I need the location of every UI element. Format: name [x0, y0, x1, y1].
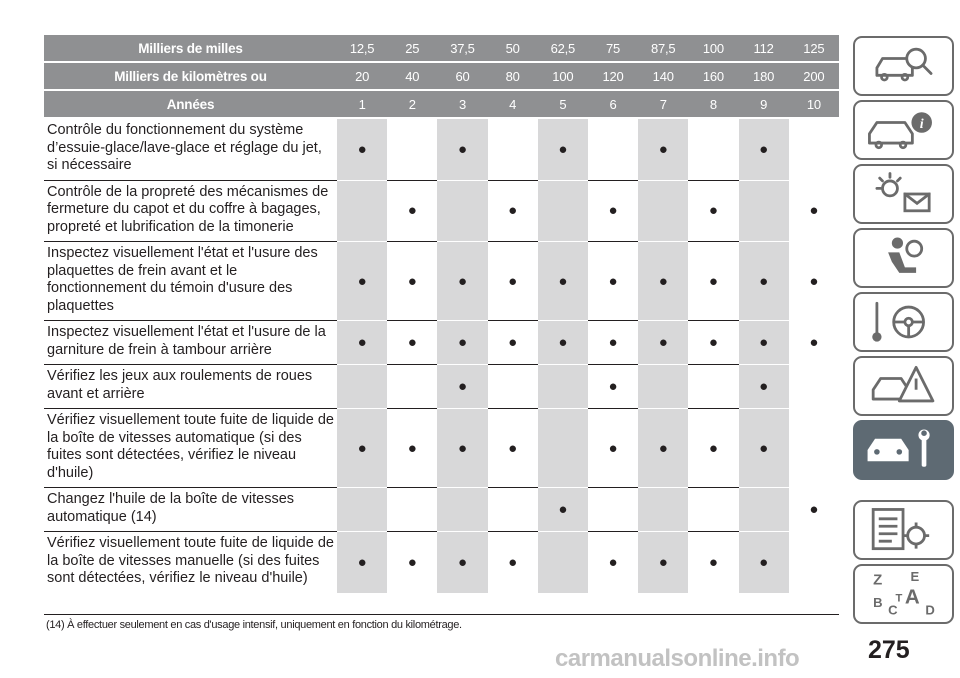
table-row: [44, 365, 839, 409]
empty-cell: [538, 365, 588, 409]
description-line: propreté et lubrification de la timonerie: [47, 218, 294, 235]
service-mark-cell: [488, 242, 538, 321]
km-header-value: 20: [337, 62, 387, 90]
years-header-value: 1: [337, 90, 387, 118]
description-line: garniture de frein à tambour arrière: [47, 341, 272, 358]
service-dot-icon: ●: [759, 378, 769, 395]
empty-cell: [638, 180, 688, 242]
svg-text:A: A: [904, 585, 920, 609]
table-row: [44, 488, 839, 532]
service-mark-cell: [437, 365, 487, 409]
service-mark-cell: [538, 321, 588, 365]
service-dot-icon: ●: [608, 378, 618, 395]
service-mark-cell: [488, 409, 538, 488]
service-mark-cell: [739, 321, 789, 365]
car-wrench-icon: [855, 422, 952, 478]
steering-wheel-key-icon: [855, 294, 952, 350]
airbag-seat-icon: [855, 230, 952, 286]
service-dot-icon: ●: [357, 140, 367, 158]
service-dot-icon: ●: [508, 272, 518, 290]
service-mark-cell: [739, 118, 789, 180]
km-header-value: 120: [588, 62, 638, 90]
alphabetical-index-icon: [855, 566, 952, 622]
service-mark-cell: [387, 180, 437, 242]
service-mark-cell: [387, 532, 437, 593]
service-dot-icon: ●: [407, 553, 417, 571]
svg-text:T: T: [895, 592, 903, 605]
km-header-value: 160: [688, 62, 738, 90]
years-header-value: 3: [437, 90, 487, 118]
service-dot-icon: ●: [708, 202, 718, 220]
empty-cell: [588, 488, 638, 532]
service-mark-cell: [488, 532, 538, 593]
service-dot-icon: ●: [457, 334, 467, 351]
service-mark-cell: [739, 532, 789, 593]
service-dot-icon: ●: [608, 439, 618, 457]
service-mark-cell: [739, 242, 789, 321]
service-mark-cell: [488, 180, 538, 242]
footnote: (14) À effectuer seulement en cas d'usage intensif, uniquement en fonction du kilométrage.: [46, 619, 462, 631]
service-dot-icon: ●: [708, 553, 718, 571]
svg-text:B: B: [873, 595, 883, 611]
service-dot-icon: ●: [809, 272, 819, 290]
service-dot-icon: ●: [357, 334, 367, 351]
chapter-tab-starting-driving[interactable]: [853, 292, 954, 352]
description-line: Vérifiez visuellement toute fuite de liquide de: [47, 535, 334, 551]
empty-cell: [387, 488, 437, 532]
service-dot-icon: ●: [357, 272, 367, 290]
service-dot-icon: ●: [558, 501, 568, 518]
maintenance-item-description: [44, 488, 337, 532]
empty-cell: [488, 365, 538, 409]
footnote-divider: [44, 614, 839, 615]
svg-text:D: D: [925, 602, 935, 618]
service-dot-icon: ●: [508, 439, 518, 457]
km-header-value: 200: [789, 62, 839, 90]
service-mark-cell: [638, 118, 688, 180]
service-dot-icon: ●: [457, 140, 467, 158]
service-mark-cell: [538, 488, 588, 532]
service-dot-icon: ●: [357, 553, 367, 571]
service-dot-icon: ●: [407, 202, 417, 220]
empty-cell: [789, 409, 839, 488]
service-dot-icon: ●: [809, 202, 819, 220]
km-header-value: 140: [638, 62, 688, 90]
maintenance-item-description: [44, 409, 337, 488]
empty-cell: [588, 118, 638, 180]
miles-header-value: 87,5: [638, 35, 688, 62]
chapter-tab-warning-lights[interactable]: [853, 164, 954, 224]
service-dot-icon: ●: [658, 553, 668, 571]
service-mark-cell: [488, 321, 538, 365]
empty-cell: [789, 365, 839, 409]
service-mark-cell: [688, 242, 738, 321]
service-mark-cell: [437, 242, 487, 321]
watermark: carmanualsonline.info: [555, 645, 800, 672]
service-dot-icon: ●: [708, 334, 718, 351]
svg-text:Z: Z: [873, 571, 883, 589]
service-dot-icon: ●: [457, 378, 467, 395]
km-header-value: 40: [387, 62, 437, 90]
service-mark-cell: [387, 409, 437, 488]
service-dot-icon: ●: [608, 553, 618, 571]
empty-cell: [387, 118, 437, 180]
miles-header-value: 37,5: [437, 35, 487, 62]
service-dot-icon: ●: [809, 334, 819, 351]
km-header-label: Milliers de kilomètres ou: [44, 62, 337, 90]
description-line: automatique (14): [47, 508, 157, 525]
description-line: avant et arrière: [47, 385, 145, 402]
service-dot-icon: ●: [357, 439, 367, 457]
maintenance-schedule-table: [44, 35, 839, 593]
empty-cell: [437, 180, 487, 242]
years-header-value: 8: [688, 90, 738, 118]
empty-cell: [739, 180, 789, 242]
km-header-value: 60: [437, 62, 487, 90]
service-mark-cell: [638, 532, 688, 593]
miles-header-row: [44, 35, 839, 62]
years-header-value: 2: [387, 90, 437, 118]
service-dot-icon: ●: [508, 334, 518, 351]
km-header-value: 80: [488, 62, 538, 90]
maintenance-item-description: [44, 242, 337, 321]
service-dot-icon: ●: [457, 439, 467, 457]
chapter-tab-getting-to-know[interactable]: [853, 36, 954, 96]
empty-cell: [789, 532, 839, 593]
empty-cell: [739, 488, 789, 532]
empty-cell: [387, 365, 437, 409]
years-header-label: Années: [44, 90, 337, 118]
service-mark-cell: [789, 488, 839, 532]
miles-header-value: 75: [588, 35, 638, 62]
description-line: Vérifiez les jeux aux roulements de roues: [47, 368, 313, 384]
km-header-value: 180: [739, 62, 789, 90]
maintenance-item-description: [44, 321, 337, 365]
service-dot-icon: ●: [608, 272, 618, 290]
description-line: Contrôle de la propreté des mécanismes de: [47, 183, 329, 200]
description-line: la boîte de vitesses automatique (si des: [47, 429, 302, 446]
km-header-value: 100: [538, 62, 588, 90]
description-line: sont détectées, vérifiez le niveau d'huile): [47, 570, 308, 586]
service-dot-icon: ●: [407, 439, 417, 457]
service-mark-cell: [688, 321, 738, 365]
empty-cell: [337, 488, 387, 532]
service-dot-icon: ●: [508, 553, 518, 571]
service-mark-cell: [337, 321, 387, 365]
service-mark-cell: [789, 242, 839, 321]
service-mark-cell: [588, 532, 638, 593]
table-row: [44, 409, 839, 488]
service-mark-cell: [437, 321, 487, 365]
table-row: [44, 532, 839, 593]
table-row: [44, 180, 839, 242]
service-dot-icon: ●: [658, 272, 668, 290]
service-mark-cell: [337, 118, 387, 180]
chapter-tab-servicing-maintenance[interactable]: [853, 420, 954, 480]
service-mark-cell: [588, 365, 638, 409]
empty-cell: [688, 118, 738, 180]
years-header-row: [44, 90, 839, 118]
service-dot-icon: ●: [558, 272, 568, 290]
miles-header-value: 100: [688, 35, 738, 62]
service-dot-icon: ●: [759, 140, 769, 158]
description-line: fonctionnement du témoin d'usure des: [47, 280, 293, 296]
service-mark-cell: [437, 409, 487, 488]
years-header-value: 5: [538, 90, 588, 118]
service-mark-cell: [588, 321, 638, 365]
service-mark-cell: [688, 409, 738, 488]
service-mark-cell: [638, 321, 688, 365]
miles-header-value: 50: [488, 35, 538, 62]
service-mark-cell: [538, 242, 588, 321]
description-line: Vérifiez visuellement toute fuite de liquide de: [47, 412, 334, 428]
service-mark-cell: [789, 180, 839, 242]
empty-cell: [638, 365, 688, 409]
table-row: [44, 321, 839, 365]
description-line: Inspectez visuellement l'état et l'usure de la: [47, 324, 326, 340]
description-line: Inspectez visuellement l'état et l'usure des: [47, 245, 318, 261]
service-dot-icon: ●: [759, 553, 769, 571]
years-header-value: 6: [588, 90, 638, 118]
svg-text:i: i: [919, 117, 924, 133]
chapter-tab-technical-specifications[interactable]: [853, 500, 954, 560]
service-dot-icon: ●: [558, 140, 568, 158]
service-dot-icon: ●: [708, 272, 718, 290]
service-mark-cell: [688, 532, 738, 593]
service-mark-cell: [638, 242, 688, 321]
page-number: 275: [868, 636, 910, 664]
service-mark-cell: [588, 409, 638, 488]
service-dot-icon: ●: [407, 334, 417, 351]
years-header-value: 7: [638, 90, 688, 118]
empty-cell: [337, 180, 387, 242]
miles-header-label: Milliers de milles: [44, 35, 337, 62]
service-mark-cell: [789, 321, 839, 365]
empty-cell: [437, 488, 487, 532]
service-dot-icon: ●: [708, 439, 718, 457]
svg-text:C: C: [888, 602, 898, 618]
specifications-gear-icon: [855, 502, 952, 558]
empty-cell: [638, 488, 688, 532]
service-mark-cell: [337, 532, 387, 593]
service-mark-cell: [437, 118, 487, 180]
miles-header-value: 62,5: [538, 35, 588, 62]
maintenance-item-description: [44, 365, 337, 409]
service-mark-cell: [337, 409, 387, 488]
service-mark-cell: [638, 409, 688, 488]
empty-cell: [688, 488, 738, 532]
years-header-value: 4: [488, 90, 538, 118]
service-mark-cell: [739, 409, 789, 488]
car-breakdown-triangle-icon: [855, 358, 952, 414]
empty-cell: [538, 409, 588, 488]
service-dot-icon: ●: [759, 272, 769, 290]
service-mark-cell: [387, 242, 437, 321]
maintenance-item-description: [44, 118, 337, 180]
empty-cell: [538, 532, 588, 593]
description-line: plaquettes de frein avant et le: [47, 262, 238, 279]
service-dot-icon: ●: [457, 553, 467, 571]
service-dot-icon: ●: [457, 272, 467, 290]
table-body: [44, 118, 839, 593]
service-mark-cell: [588, 242, 638, 321]
description-line: d’essuie-glace/lave-glace et réglage du jet,: [47, 139, 322, 156]
service-mark-cell: [437, 532, 487, 593]
service-mark-cell: [588, 180, 638, 242]
service-dot-icon: ●: [658, 439, 668, 457]
empty-cell: [488, 488, 538, 532]
table-row: [44, 242, 839, 321]
empty-cell: [688, 365, 738, 409]
service-dot-icon: ●: [608, 334, 618, 351]
empty-cell: [488, 118, 538, 180]
maintenance-item-description: [44, 532, 337, 593]
service-mark-cell: [739, 365, 789, 409]
miles-header-value: 25: [387, 35, 437, 62]
description-line: si nécessaire: [47, 157, 132, 173]
description-line: fermeture du capot et du coffre à bagages,: [47, 201, 321, 217]
service-dot-icon: ●: [759, 439, 769, 457]
chapter-tab-emergency[interactable]: [853, 356, 954, 416]
svg-text:E: E: [910, 568, 920, 584]
description-line: la boîte de vitesses manuelle (si des fuites: [47, 552, 320, 569]
chapter-tab-instrument-panel[interactable]: [853, 100, 954, 160]
service-dot-icon: ●: [608, 202, 618, 220]
service-dot-icon: ●: [658, 140, 668, 158]
service-dot-icon: ●: [759, 334, 769, 351]
years-header-value: 9: [739, 90, 789, 118]
miles-header-value: 12,5: [337, 35, 387, 62]
service-dot-icon: ●: [658, 334, 668, 351]
miles-header-value: 112: [739, 35, 789, 62]
km-header-row: [44, 62, 839, 90]
empty-cell: [538, 180, 588, 242]
service-dot-icon: ●: [558, 334, 568, 351]
description-line: Contrôle du fonctionnement du système: [47, 122, 304, 138]
service-mark-cell: [688, 180, 738, 242]
description-line: Changez l'huile de la boîte de vitesses: [47, 491, 295, 507]
service-dot-icon: ●: [809, 501, 819, 518]
chapter-tab-index[interactable]: [853, 564, 954, 624]
table-row: [44, 118, 839, 180]
description-line: plaquettes: [47, 297, 114, 314]
maintenance-item-description: [44, 180, 337, 242]
table-header: [44, 35, 839, 118]
service-mark-cell: [337, 242, 387, 321]
empty-cell: [789, 118, 839, 180]
service-mark-cell: [387, 321, 437, 365]
empty-cell: [337, 365, 387, 409]
car-info-icon: [855, 102, 952, 158]
service-mark-cell: [538, 118, 588, 180]
service-dot-icon: ●: [508, 202, 518, 220]
car-search-icon: [855, 38, 952, 94]
years-header-value: 10: [789, 90, 839, 118]
description-line: d'huile): [47, 464, 94, 481]
service-dot-icon: ●: [407, 272, 417, 290]
chapter-tab-safety[interactable]: [853, 228, 954, 288]
warning-light-mail-icon: [855, 166, 952, 222]
miles-header-value: 125: [789, 35, 839, 62]
description-line: fuites sont détectées, vérifiez le niveau: [47, 447, 297, 463]
